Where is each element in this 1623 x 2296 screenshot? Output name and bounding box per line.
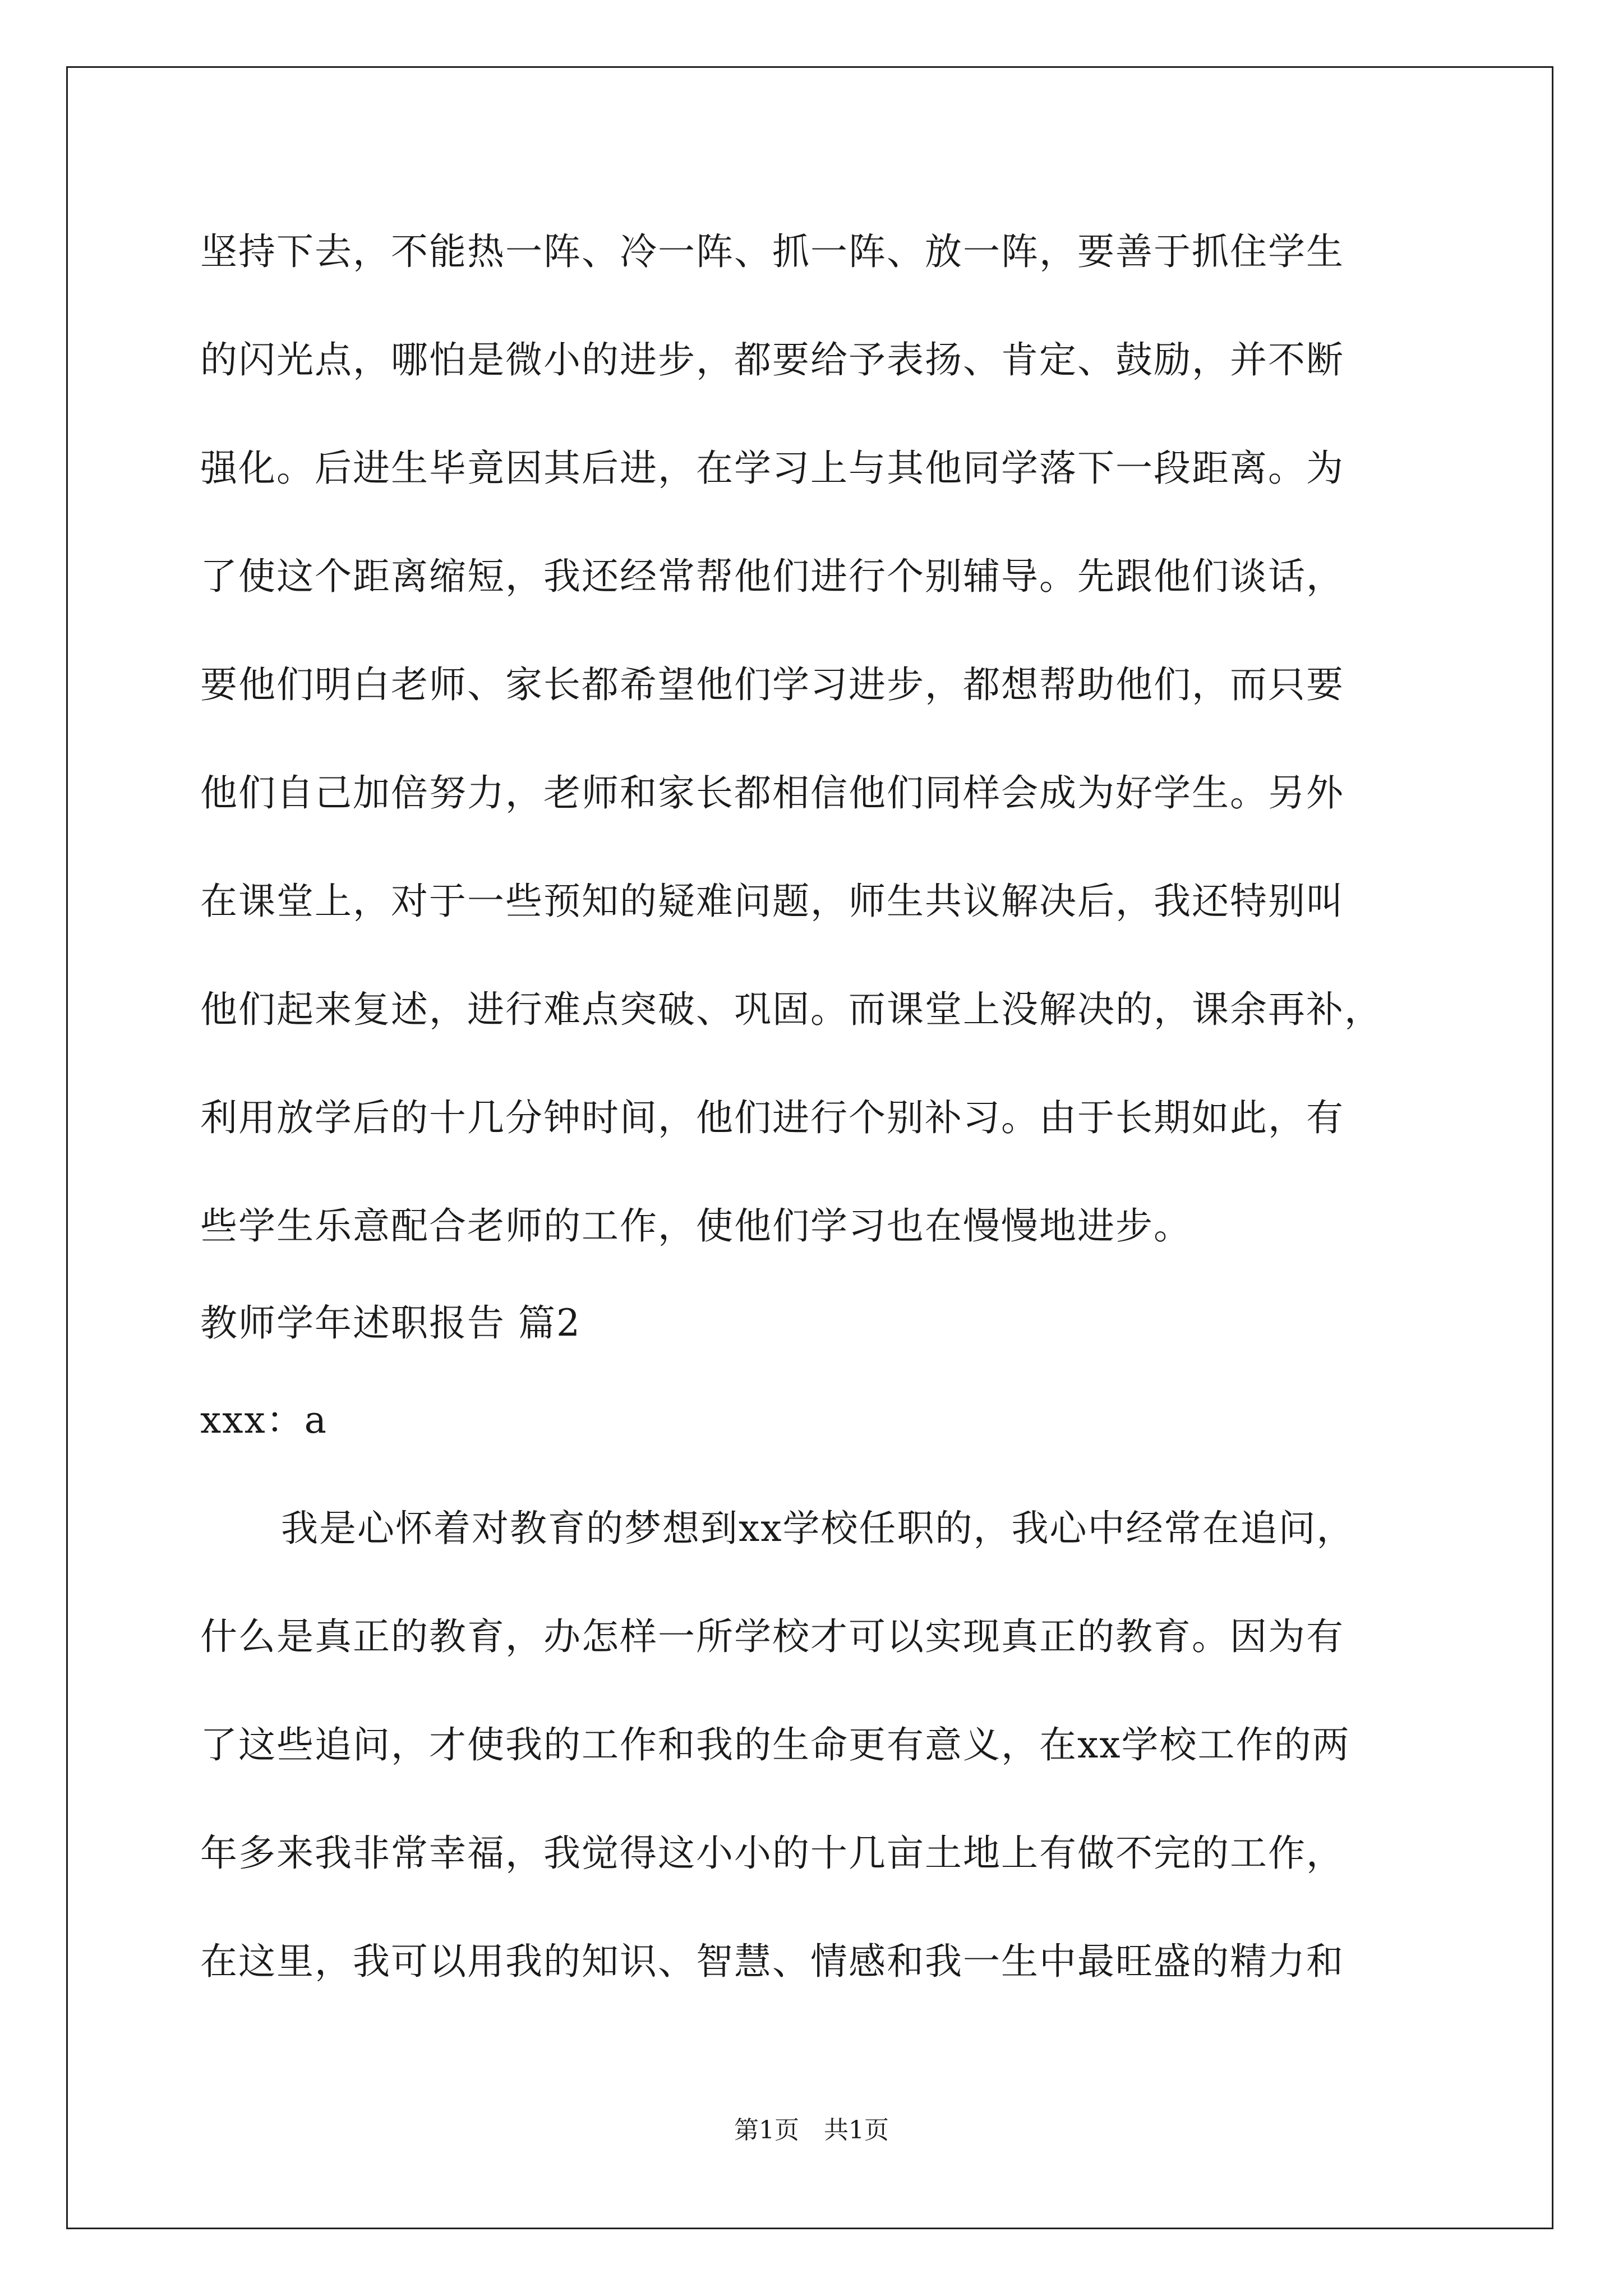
body-line-13: 我是心怀着对教育的梦想到xx学校任职的，我心中经常在追问， <box>281 1507 1355 1550</box>
body-line-7: 在课堂上，对于一些预知的疑难问题，师生共议解决后，我还特别叫 <box>200 880 1344 923</box>
salutation-line: xxx：a <box>200 1398 328 1442</box>
section-heading: 教师学年述职报告 篇2 <box>200 1301 581 1345</box>
page-number-footer: 第1页 共1页 <box>734 2116 889 2145</box>
body-line-4: 了使这个距离缩短，我还经常帮他们进行个别辅导。先跟他们谈话， <box>200 555 1344 598</box>
body-line-5: 要他们明白老师、家长都希望他们学习进步，都想帮助他们，而只要 <box>200 663 1344 706</box>
body-line-16: 年多来我非常幸福，我觉得这小小的十几亩土地上有做不完的工作， <box>200 1832 1344 1875</box>
body-line-10: 些学生乐意配合老师的工作，使他们学习也在慢慢地进步。 <box>200 1204 1192 1248</box>
body-line-2: 的闪光点，哪怕是微小的进步，都要给予表扬、肯定、鼓励，并不断 <box>200 338 1344 381</box>
body-line-1: 坚持下去，不能热一阵、冷一阵、抓一阵、放一阵，要善于抓住学生 <box>200 230 1344 273</box>
body-line-17: 在这里，我可以用我的知识、智慧、情感和我一生中最旺盛的精力和 <box>200 1940 1344 1983</box>
body-line-15: 了这些追问，才使我的工作和我的生命更有意义，在xx学校工作的两 <box>200 1723 1350 1766</box>
body-line-14: 什么是真正的教育，办怎样一所学校才可以实现真正的教育。因为有 <box>200 1615 1344 1658</box>
page-border <box>66 66 1553 2229</box>
body-line-6: 他们自己加倍努力，老师和家长都相信他们同样会成为好学生。另外 <box>200 771 1344 815</box>
body-line-9: 利用放学后的十几分钟时间，他们进行个别补习。由于长期如此，有 <box>200 1096 1344 1139</box>
body-line-3: 强化。后进生毕竟因其后进，在学习上与其他同学落下一段距离。为 <box>200 447 1344 490</box>
body-line-8: 他们起来复述，进行难点突破、巩固。而课堂上没解决的，课余再补， <box>200 988 1382 1031</box>
